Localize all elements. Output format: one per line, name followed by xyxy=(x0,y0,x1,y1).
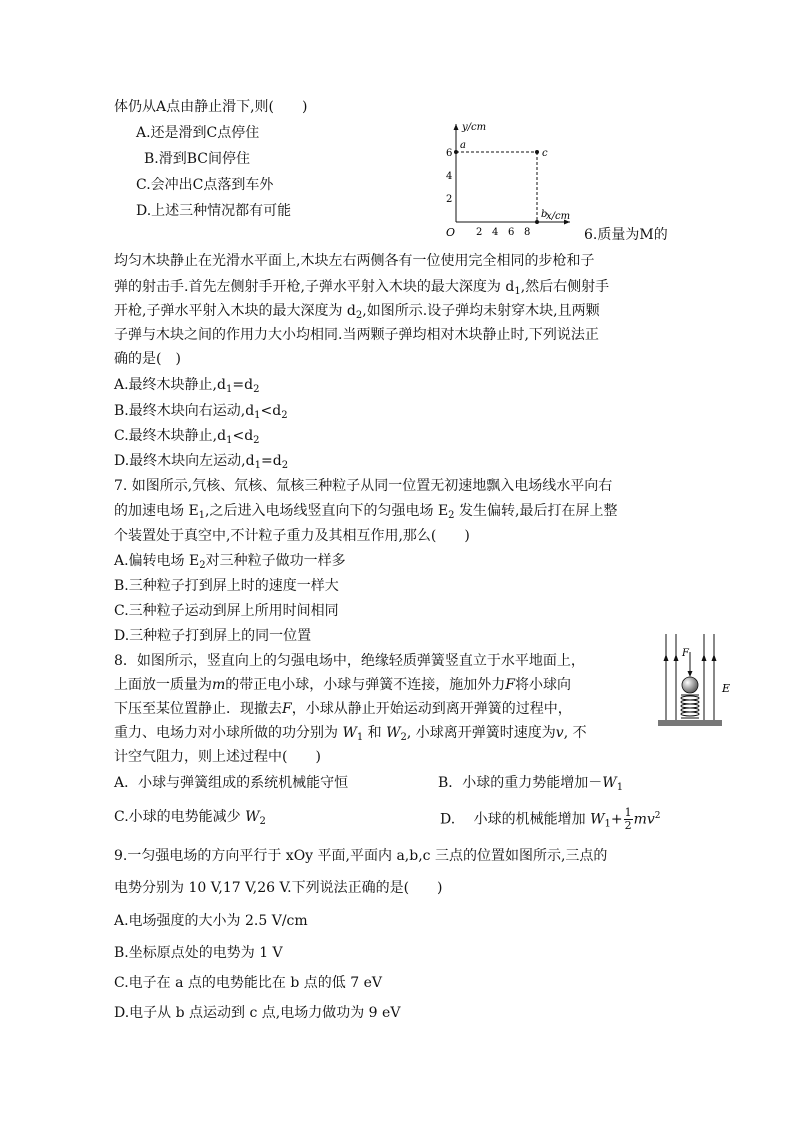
q9-option-d: D.电子从 b 点运动到 c 点,电场力做功为 9 eV xyxy=(114,1005,401,1021)
q8-line-4: 重力、电场力对小球所做的功分别为 $W_1$ 和 $W_2$, 小球离开弹簧时速度为v, 不 xyxy=(114,725,587,743)
q8-line-5: 计空气阻力，则上述过程中( ) xyxy=(114,749,321,765)
q7-option-c: C.三种粒子运动到屏上所用时间相同 xyxy=(114,603,339,619)
q6-line-4: 子弹与木块之间的作用力大小均相同.当两颗子弹均相对木块静止时,下列说法正 xyxy=(114,327,599,343)
q5-option-b: B.滑到BC间停住 xyxy=(144,151,250,167)
ground xyxy=(658,720,722,726)
q9-option-a: A.电场强度的大小为 2.5 V/cm xyxy=(114,913,308,929)
q6-line-2: 弹的射击手.首先左侧射手开枪,子弹水平射入木块的最大深度为 $d_1$,然后右侧射手 xyxy=(114,279,610,297)
q5-stem: 体仍从A点由静止滑下,则( ) xyxy=(114,99,308,115)
q8-line-1: 8．如图所示，竖直向上的匀强电场中，绝缘轻质弹簧竖直立于水平地面上， xyxy=(114,653,585,669)
q7-option-d: D.三种粒子打到屏上的同一位置 xyxy=(114,628,312,644)
q7-line-2: 的加速电场 $E_1$,之后进入电场线竖直向下的匀强电场 $E_2$ 发生偏转,最后打在屏上整 xyxy=(114,503,618,521)
q6-option-c: C.最终木块静止$,d_1<d_2$ xyxy=(114,428,260,446)
q6-option-a: A.最终木块静止$,d_1=d_2$ xyxy=(114,377,260,395)
q6-line-1: 均匀木块静止在光滑水平面上,木块左右两侧各有一位使用完全相同的步枪和子 xyxy=(114,253,595,269)
point-a-label: a xyxy=(460,140,466,151)
y-tick-4: 4 xyxy=(446,171,453,182)
q6-option-d: D.最终木块向左运动$,d_1=d_2$ xyxy=(114,453,289,471)
q8-option-c: C.小球的电势能减少 $W_2$ xyxy=(114,809,266,827)
q5-option-a: A.还是滑到C点停住 xyxy=(136,125,260,141)
q9-line-2: 电势分别为 10 V,17 V,26 V.下列说法正确的是( ) xyxy=(114,880,443,896)
force-label: F xyxy=(682,648,689,659)
x-tick-4: 4 xyxy=(492,227,499,238)
q6-line-3: 开枪,子弹水平射入木块的最大深度为 $d_2$,如图所示.设子弹均未射穿木块,且两颗 xyxy=(114,303,600,321)
q5-option-c: C.会冲出C点落到车外 xyxy=(136,177,274,193)
q8-option-b: B．小球的重力势能增加$-W_1$ xyxy=(438,775,624,793)
y-axis-label: y/cm xyxy=(462,122,487,133)
q9-option-c: C.电子在 a 点的电势能比在 b 点的低 7 eV xyxy=(114,975,382,991)
q8-option-a: A．小球与弹簧组成的系统机械能守恒 xyxy=(114,775,349,791)
q8-line-2: 上面放一质量为m的带正电小球，小球与弹簧不连接，施加外力F将小球向 xyxy=(114,677,571,693)
q7-option-b: B.三种粒子打到屏上时的速度一样大 xyxy=(114,578,339,594)
origin-label: O xyxy=(446,226,456,239)
q7-option-a: A.偏转电场 $E_2$对三种粒子做功一样多 xyxy=(114,553,346,571)
q9-option-b: B.坐标原点处的电势为 1 V xyxy=(114,945,283,961)
point-a xyxy=(454,150,458,154)
q8-line-3: 下压至某位置静止．现撤去F，小球从静止开始运动到离开弹簧的过程中， xyxy=(114,701,572,717)
q6-line-5: 确的是( ) xyxy=(114,351,181,367)
spring-field-figure xyxy=(656,632,740,728)
q6-lead: 6.质量为M的 xyxy=(584,227,668,243)
q8-option-d: D. 小球的机械能增加 $W_1+$ $\frac{1}{2}$ $mv^2$ xyxy=(440,806,661,833)
y-tick-6: 6 xyxy=(446,148,453,159)
x-tick-8: 8 xyxy=(524,227,531,238)
spring xyxy=(681,695,699,718)
y-tick-2: 2 xyxy=(446,194,453,205)
field-label: E xyxy=(722,682,731,695)
q7-line-3: 个装置处于真空中,不计粒子重力及其相互作用,那么( ) xyxy=(114,528,470,544)
q6-option-b: B.最终木块向右运动$,d_1<d_2$ xyxy=(114,403,288,421)
point-b xyxy=(535,220,539,224)
charged-ball xyxy=(682,677,698,693)
x-axis-label: x/cm xyxy=(546,211,571,222)
q9-line-1: 9.一匀强电场的方向平行于 xOy 平面,平面内 a,b,c 三点的位置如图所示,三点的 xyxy=(114,848,608,864)
x-tick-6: 6 xyxy=(508,227,515,238)
point-c xyxy=(535,150,539,154)
coordinate-graph xyxy=(440,118,580,242)
x-tick-2: 2 xyxy=(476,227,483,238)
q7-line-1: 7. 如图所示,氕核、氘核、氚核三种粒子从同一位置无初速地飘入电场线水平向右 xyxy=(114,478,613,494)
q5-option-d: D.上述三种情况都有可能 xyxy=(136,203,292,219)
point-b-label: b xyxy=(541,209,548,220)
point-c-label: c xyxy=(542,148,548,159)
